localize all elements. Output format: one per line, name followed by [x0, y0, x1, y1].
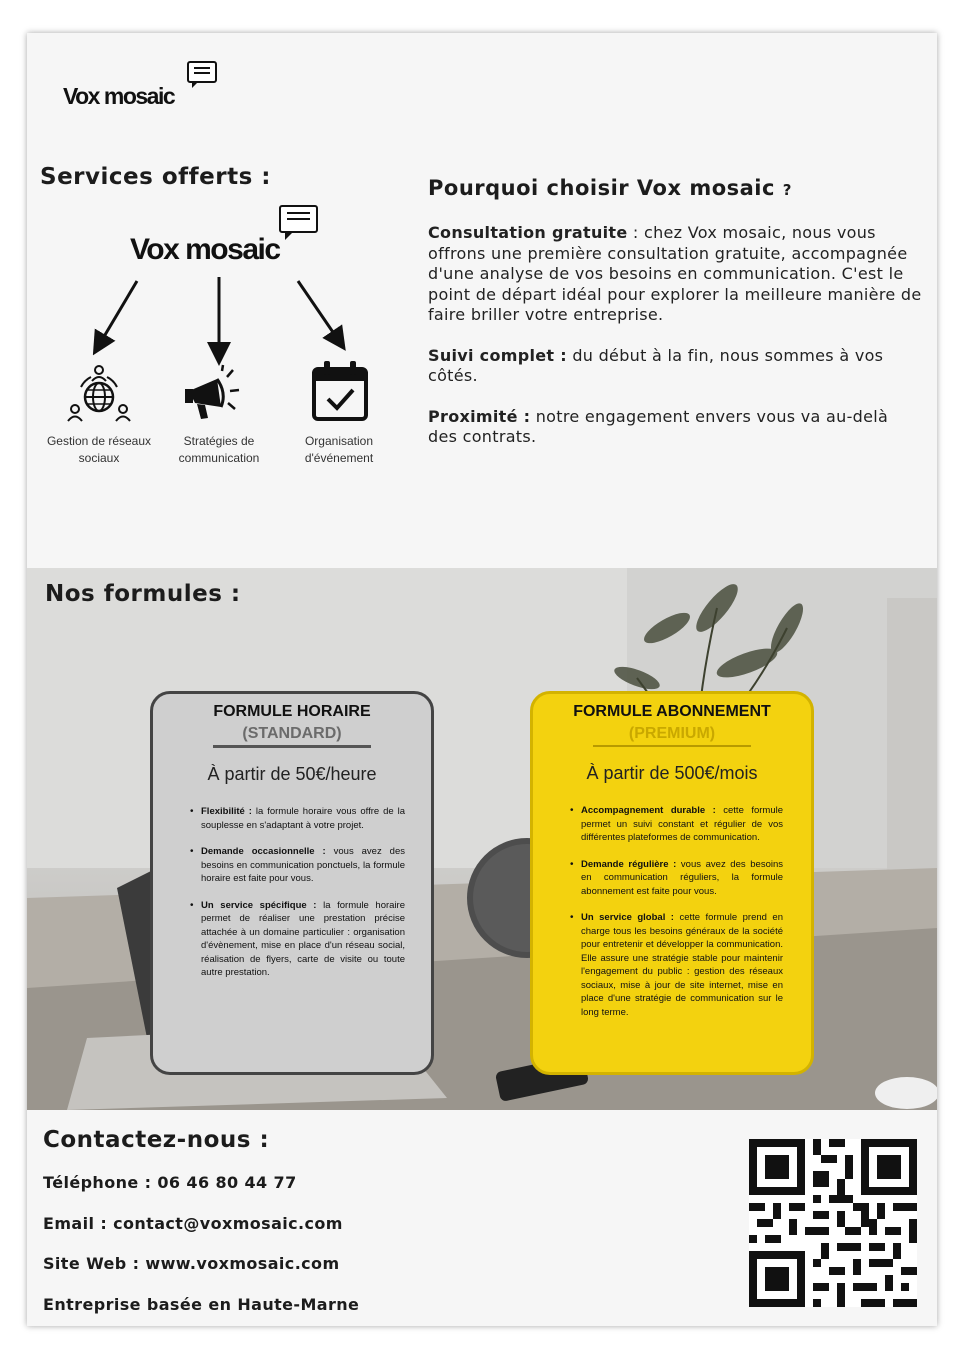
- why-title: Pourquoi choisir Vox mosaic ?: [428, 176, 792, 200]
- formula-tier: (PREMIUM): [628, 725, 716, 742]
- why-points: [428, 223, 922, 468]
- arrow-right: [298, 281, 339, 341]
- qr-code-icon[interactable]: [749, 1139, 917, 1307]
- logo-text-large: Vox mosaic: [130, 233, 280, 266]
- header-logo: [63, 61, 223, 111]
- formula-bullets: [569, 804, 783, 1019]
- list-item: • Un service spécifique : la formule horaire permet de réaliser une prestation précise attachée à un domaine particulier : organisation d'évènement, mise en place d'un réseau social, réalisation de flyers, carte de visite ou toute autre prestation.: [201, 899, 405, 980]
- formulas-section: [27, 568, 937, 1110]
- why-point: Proximité : notre engagement envers vous va au-delà des contrats.: [428, 406, 889, 446]
- service-label-social: Gestion de réseaux sociaux: [46, 434, 152, 465]
- logo-text: Vox mosaic: [63, 83, 175, 109]
- service-label-strategy: Stratégies de communication: [178, 434, 260, 465]
- contact-email[interactable]: Email : contact@voxmosaic.com: [43, 1214, 343, 1233]
- flyer-page: [27, 33, 937, 1326]
- contact-title: Contactez-nous :: [43, 1127, 270, 1153]
- list-item: • Accompagnement durable : cette formule permet un suivi constant et régulier de vos différentes plateformes de communication.: [581, 804, 783, 845]
- arrow-left: [99, 281, 137, 345]
- why-point: Consultation gratuite : chez Vox mosaic, nous vous offrons une première consultation gratuite, accompagnée d'une analyse de vos besoins en communication. C'est le point de départ idéal pour explorer la meilleure manière de faire briller votre entreprise.: [428, 223, 922, 324]
- tier-underline: [213, 745, 371, 748]
- megaphone-icon: [183, 363, 247, 427]
- tier-underline: [593, 745, 751, 747]
- formula-name: FORMULE HORAIRE: [213, 703, 371, 720]
- list-item: • Un service global : cette formule prend en charge tous les besoins généraux de la société pour entretenir et développer la communication. Elle assure une stratégie stable pour maintenir l'engagement du public : gestion des réseaux sociaux, mise à jour de site internet, mise en place d'une stratégie de communication sur le long terme.: [581, 911, 783, 1019]
- contact-phone[interactable]: Téléphone : 06 46 80 44 77: [43, 1173, 297, 1192]
- services-logo: [130, 205, 330, 267]
- services-title: Services offerts :: [40, 164, 271, 190]
- list-item: • Flexibilité : la formule horaire vous offre de la souplesse en s'adaptant à votre projet.: [201, 805, 405, 832]
- list-item: • Demande régulière : vous avez des besoins en communication réguliers, la formule abonnement est faite pour vous.: [581, 858, 783, 899]
- formula-card-premium: [530, 691, 814, 1075]
- formula-tier: (STANDARD): [242, 725, 342, 742]
- speech-bubble-icon: [279, 205, 318, 233]
- formula-card-standard: [150, 691, 434, 1075]
- list-item: • Demande occasionnelle : vous avez des besoins en communication ponctuels, la formule horaire est faite pour vous.: [201, 845, 405, 886]
- contact-website[interactable]: Site Web : www.voxmosaic.com: [43, 1254, 340, 1273]
- network-people-icon: [67, 363, 131, 427]
- speech-bubble-icon: [187, 61, 217, 83]
- services-arrows: [67, 269, 387, 369]
- formula-price: À partir de 50€/heure: [207, 764, 377, 784]
- formulas-title: Nos formules :: [45, 581, 241, 607]
- why-point: Suivi complet : du début à la fin, nous sommes à vos côtés.: [428, 345, 884, 385]
- formula-bullets: [189, 805, 405, 980]
- formula-name: FORMULE ABONNEMENT: [573, 703, 771, 720]
- formula-price: À partir de 500€/mois: [586, 763, 758, 783]
- service-label-event: Organisation d'événement: [304, 434, 374, 465]
- calendar-check-icon: [310, 359, 370, 423]
- contact-location: Entreprise basée en Haute-Marne: [43, 1295, 360, 1314]
